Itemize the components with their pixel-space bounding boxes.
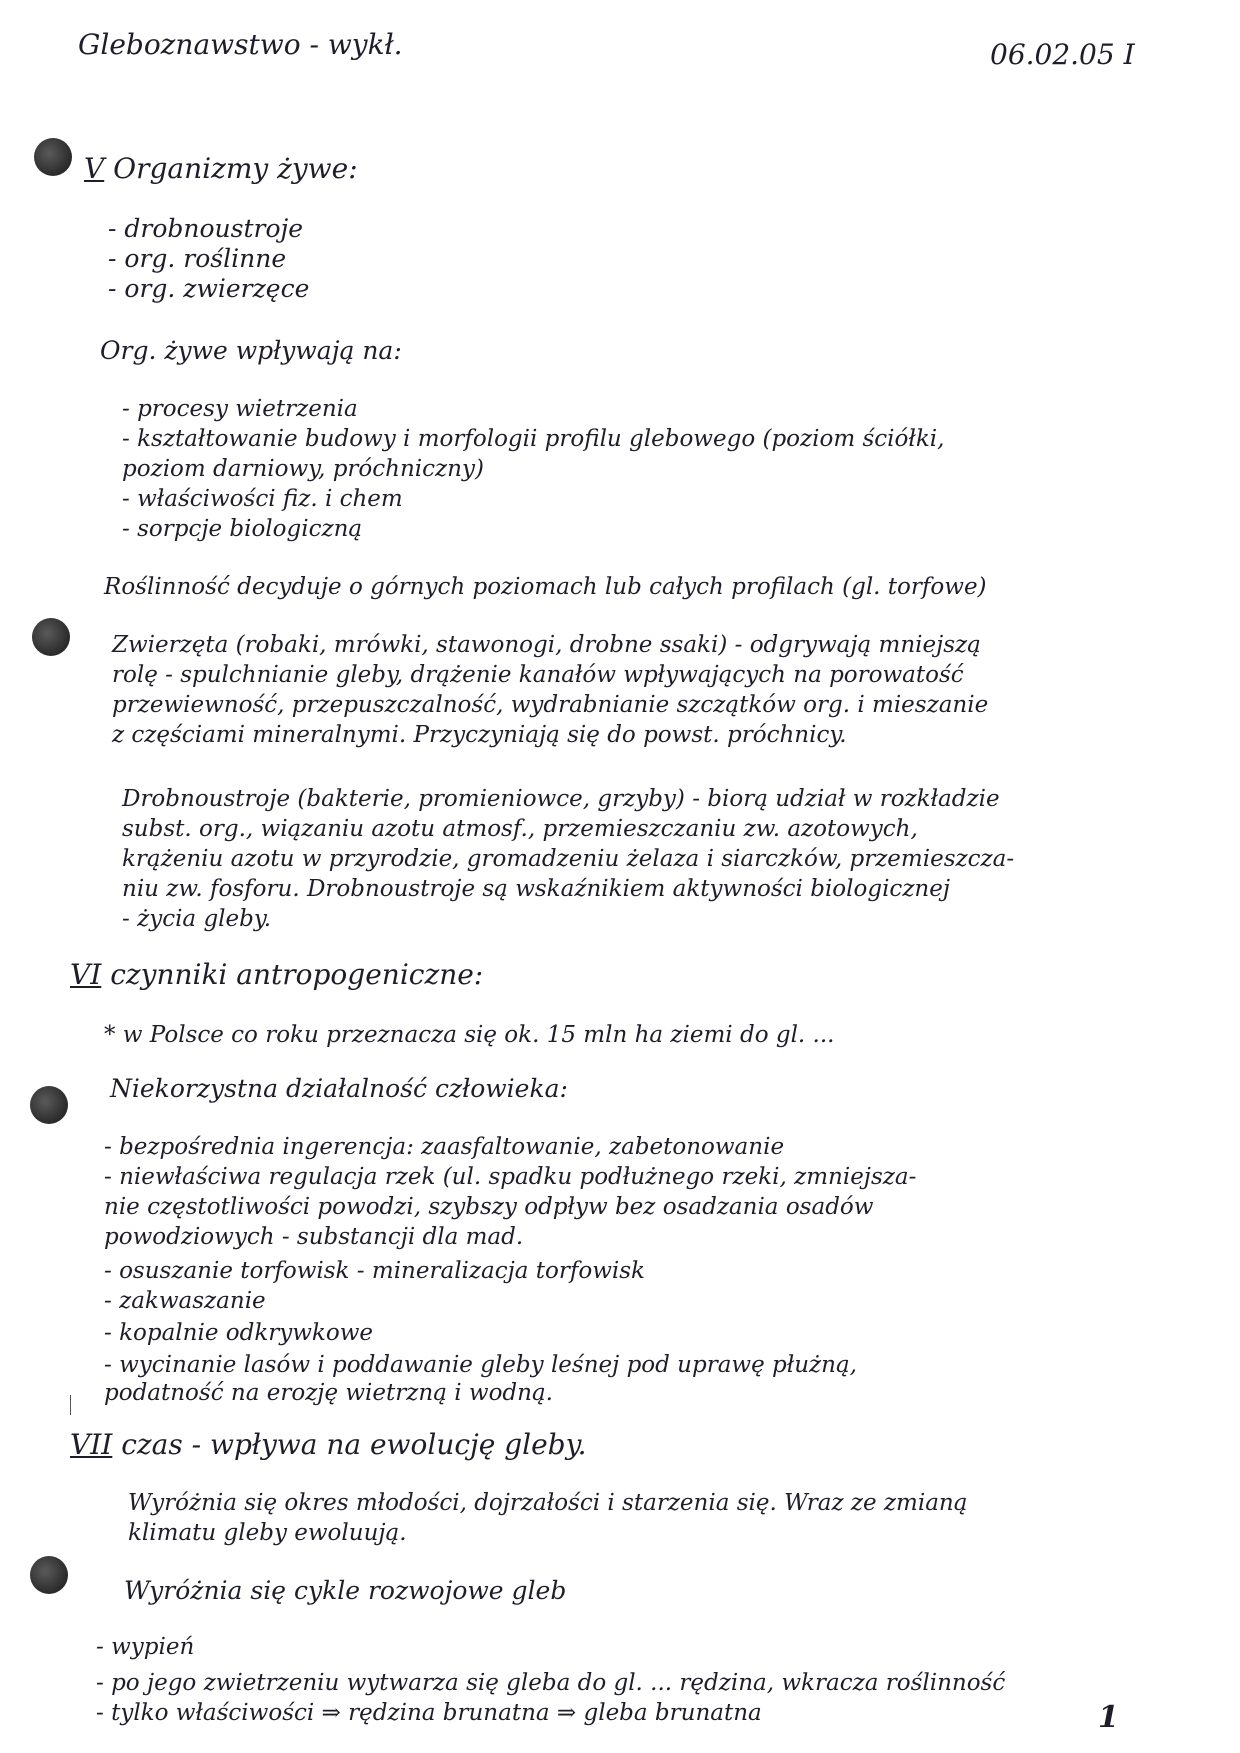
list-item: - właściwości fiz. i chem [122,486,403,512]
list-item: - osuszanie torfowisk - mineralizacja torfowisk [104,1258,645,1284]
list-item: - kształtowanie budowy i morfologii profilu glebowego (poziom ściółki, [122,426,945,452]
list-item: - zakwaszanie [104,1288,266,1314]
animals-line: z częściami mineralnymi. Przyczyniają się do powst. próchnicy. [112,722,847,748]
section-6-heading [70,958,483,991]
microbes-line: subst. org., wiązaniu azotu atmosf., przemieszczaniu zw. azotowych, [122,816,918,842]
section-7-title: czas - wpływa na ewolucję gleby. [121,1428,587,1461]
list-item: nie częstotliwości powodzi, szybszy odpływ bez osadzania osadów [104,1194,874,1220]
time-line: klimatu gleby ewoluują. [128,1520,407,1546]
microbes-line: niu zw. fosforu. Drobnoustroje są wskaźnikiem aktywności biologicznej [122,876,950,902]
list-item: - tylko właściwości ⇒ rędzina brunatna ⇒ gleba brunatna [96,1700,762,1726]
notes-title: Gleboznawstwo - wykł. [78,28,403,61]
section-5-heading [84,152,358,185]
list-item: - org. zwierzęce [108,274,310,303]
punch-hole [32,618,70,656]
punch-hole [34,138,72,176]
poland-note: * w Polsce co roku przeznacza się ok. 15 mln ha ziemi do gl. ... [104,1022,835,1048]
list-item: - drobnoustroje [108,214,304,243]
page-number: 1 [1098,1700,1119,1735]
list-item: - org. roślinne [108,244,287,273]
punch-hole [30,1086,68,1124]
animals-line: Zwierzęta (robaki, mrówki, stawonogi, drobne ssaki) - odgrywają mniejszą [112,632,981,658]
list-item: - kopalnie odkrywkowe [104,1320,374,1346]
list-item: - niewłaściwa regulacja rzek (ul. spadku podłużnego rzeki, zmniejsza- [104,1164,917,1190]
animals-line: rolę - spulchnianie gleby, drążenie kanałów wpływających na porowatość [112,662,964,688]
list-item: - sorpcje biologiczną [122,516,363,542]
negative-heading: Niekorzystna działalność człowieka: [110,1074,568,1103]
animals-line: przewiewność, przepuszczalność, wydrabnianie szczątków org. i mieszanie [112,692,989,718]
time-line: Wyróżnia się okres młodości, dojrzałości i starzenia się. Wraz ze zmianą [128,1490,968,1516]
list-item: powodziowych - substancji dla mad. [104,1224,524,1250]
section-6-title: czynniki antropogeniczne: [110,958,484,991]
microbes-line: - życia gleby. [122,906,272,932]
cycles-heading: Wyróżnia się cykle rozwojowe gleb [124,1576,567,1605]
list-item: poziom darniowy, próchniczny) [122,456,484,482]
notes-date: 06.02.05 I [990,38,1135,71]
list-item: podatność na erozję wietrzną i wodną. [104,1380,553,1406]
section-5-title: Organizmy żywe: [113,152,358,185]
list-item: - procesy wietrzenia [122,396,358,422]
section-7-roman: VII [70,1428,113,1461]
punch-hole [30,1556,68,1594]
section-6-roman: VI [70,958,102,991]
influence-heading: Org. żywe wpływają na: [100,336,402,365]
section-7-heading [70,1428,587,1461]
list-item: - po jego zwietrzeniu wytwarza się gleba do gl. ... rędzina, wkracza roślinność [96,1670,1006,1696]
microbes-line: Drobnoustroje (bakterie, promieniowce, grzyby) - biorą udział w rozkładzie [122,786,1000,812]
list-item: - wypień [96,1634,195,1660]
section-5-roman: V [84,152,105,185]
plants-paragraph: Roślinność decyduje o górnych poziomach lub całych profilach (gl. torfowe) [104,574,987,600]
margin-mark [70,1395,71,1415]
microbes-line: krążeniu azotu w przyrodzie, gromadzeniu żelaza i siarczków, przemieszcza- [122,846,1015,872]
list-item: - wycinanie lasów i poddawanie gleby leśnej pod uprawę płużną, [104,1352,857,1378]
list-item: - bezpośrednia ingerencja: zaasfaltowanie, zabetonowanie [104,1134,785,1160]
